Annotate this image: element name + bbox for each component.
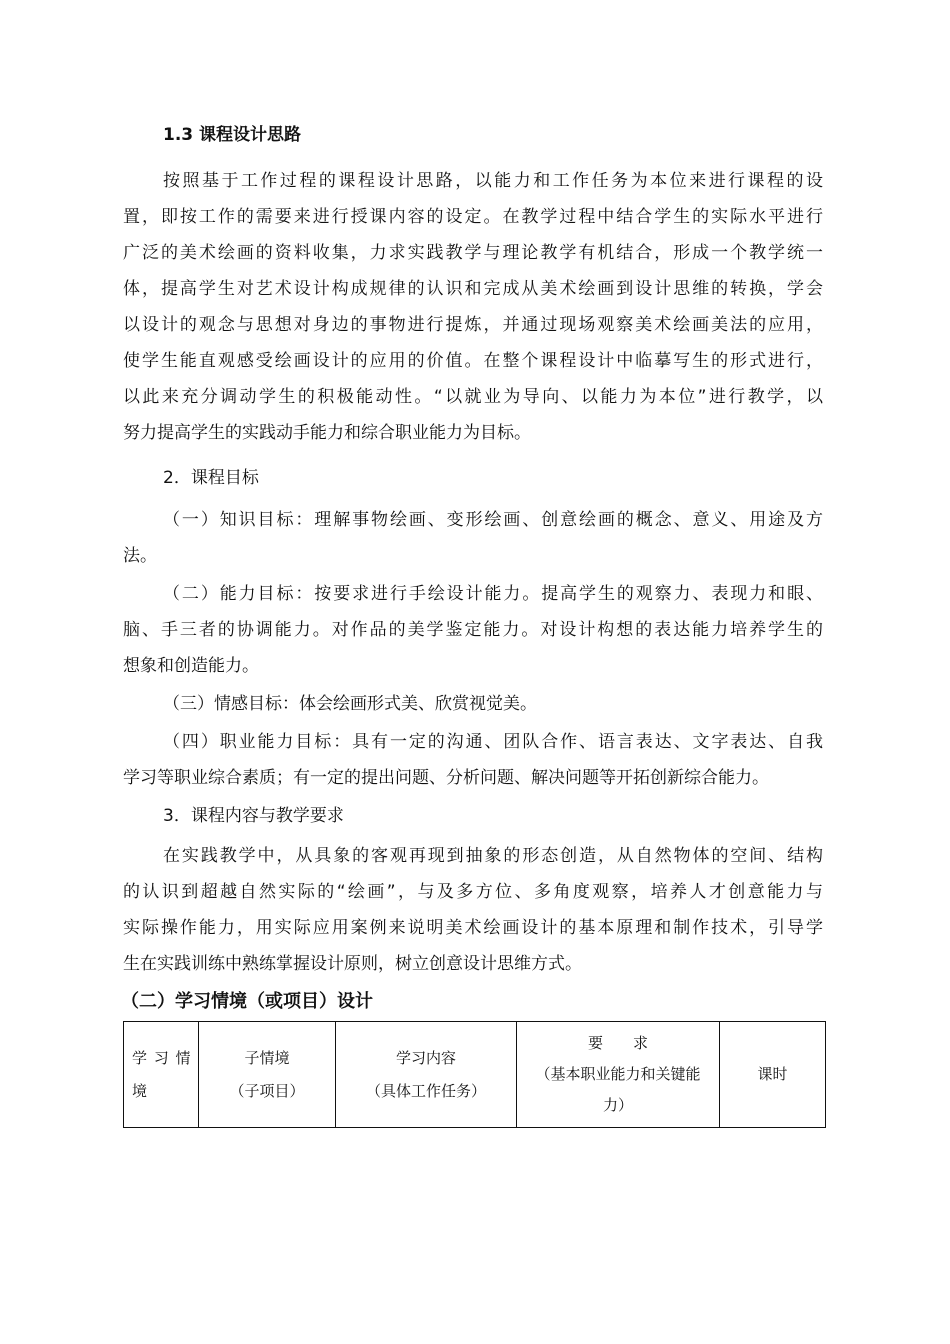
header-cell-hours: 课时 bbox=[720, 1022, 826, 1128]
paragraph-line: 体，提高学生对艺术设计构成规律的认识和完成从美术绘画到设计思维的转换，学会 bbox=[123, 279, 823, 299]
paragraph-line: 以设计的观念与思想对身边的事物进行提炼，并通过现场观察美术绘画美法的应用， bbox=[123, 315, 823, 335]
header-cell-requirements bbox=[517, 1022, 720, 1128]
paragraph-line: 实际操作能力，用实际应用案例来说明美术绘画设计的基本原理和制作技术，引导学 bbox=[123, 918, 823, 938]
cell-line: （具体工作任务） bbox=[365, 1081, 486, 1100]
cell-line: （子项目） bbox=[229, 1081, 305, 1100]
cell-line: 力） bbox=[602, 1096, 633, 1114]
cell-line: 境 bbox=[132, 1081, 148, 1100]
table-row bbox=[124, 1022, 826, 1128]
cell-line: 要 求 bbox=[587, 1034, 648, 1052]
header-cell-sub-situation bbox=[199, 1022, 336, 1128]
paragraph-line: 以此来充分调动学生的积极能动性。“以就业为导向、以能力为本位”进行教学，以 bbox=[123, 387, 823, 407]
cell-line: 学习内容 bbox=[395, 1048, 456, 1067]
header-cell-situation bbox=[124, 1022, 199, 1128]
paragraph-line: 的认识到超越自然实际的“绘画”，与及多方位、多角度观察，培养人才创意能力与 bbox=[123, 882, 823, 902]
goal-line: 想象和创造能力。 bbox=[123, 656, 259, 676]
paragraph-line: 按照基于工作过程的课程设计思路，以能力和工作任务为本位来进行课程的设 bbox=[163, 171, 823, 191]
goal-line: 脑、手三者的协调能力。对作品的美学鉴定能力。对设计构想的表达能力培养学生的 bbox=[123, 620, 823, 640]
paragraph-line: 生在实践训练中熟练掌握设计原则，树立创意设计思维方式。 bbox=[123, 954, 582, 974]
goal-line: 法。 bbox=[123, 546, 157, 566]
cell-line: （基本职业能力和关键能 bbox=[535, 1065, 701, 1083]
goal-line: 学习等职业综合素质；有一定的提出问题、分析问题、解决问题等开拓创新综合能力。 bbox=[123, 768, 769, 788]
goal-line: （一）知识目标：理解事物绘画、变形绘画、创意绘画的概念、意义、用途及方 bbox=[163, 510, 823, 530]
paragraph-line: 置，即按工作的需要来进行授课内容的设定。在教学过程中结合学生的实际水平进行 bbox=[123, 207, 823, 227]
goal-line: （四）职业能力目标：具有一定的沟通、团队合作、语言表达、文字表达、自我 bbox=[163, 732, 823, 752]
heading-1-3: 1.3 课程设计思路 bbox=[163, 125, 302, 145]
paragraph-line: 广泛的美术绘画的资料收集，力求实践教学与理论教学有机结合，形成一个教学统一 bbox=[123, 243, 823, 263]
cell-line: 子情境 bbox=[244, 1048, 290, 1067]
heading-2: 2．课程目标 bbox=[163, 468, 259, 488]
heading-3: 3．课程内容与教学要求 bbox=[163, 806, 344, 826]
header-cell-content bbox=[336, 1022, 517, 1128]
paragraph-line: 使学生能直观感受绘画设计的应用的价值。在整个课程设计中临摹写生的形式进行， bbox=[123, 351, 823, 371]
learning-situation-table bbox=[123, 1021, 826, 1128]
paragraph-line: 在实践教学中，从具象的客观再现到抽象的形态创造，从自然物体的空间、结构 bbox=[163, 846, 823, 866]
paragraph-line: 努力提高学生的实践动手能力和综合职业能力为目标。 bbox=[123, 423, 531, 443]
cell-line: 学 习 情 bbox=[132, 1048, 192, 1067]
goal-line: （二）能力目标：按要求进行手绘设计能力。提高学生的观察力、表现力和眼、 bbox=[163, 584, 823, 604]
goal-line: （三）情感目标：体会绘画形式美、欣赏视觉美。 bbox=[163, 694, 537, 714]
section-heading: （二）学习情境（或项目）设计 bbox=[121, 991, 373, 1012]
